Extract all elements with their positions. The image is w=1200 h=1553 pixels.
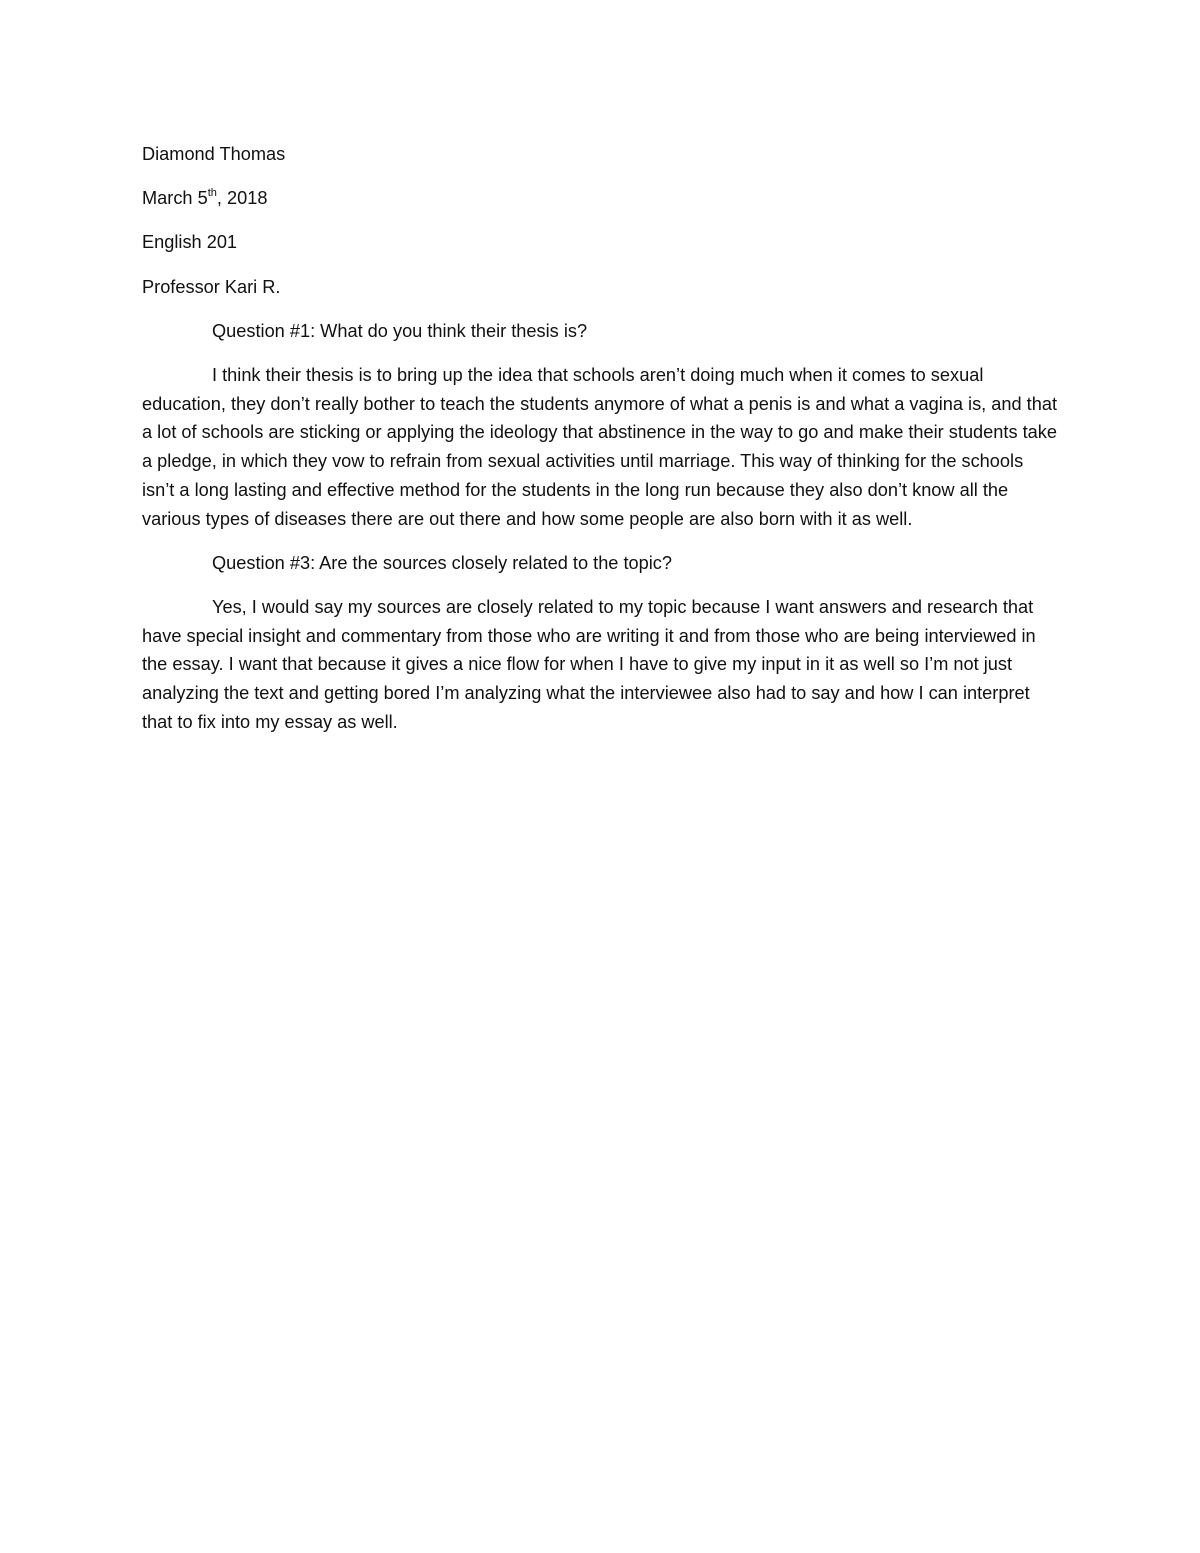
course-name: English 201	[142, 232, 238, 253]
answer-3: Yes, I would say my sources are closely related to my topic because I want answers and research that have special insight and commentary from those who are writing it and from those who are being interviewed in the essay. I want that because it gives a nice flow for when I have to give my input in it as well so I’m not just analyzing the text and getting bored I’m analyzing what the interviewee also had to say and how I can interpret that to fix into my essay as well.	[142, 596, 1036, 732]
document-date	[142, 184, 1057, 213]
professor-name: Professor Kari R.	[142, 276, 281, 297]
question-3: Question #3: Are the sources closely related to the topic?	[212, 552, 673, 573]
date-year: , 2018	[216, 188, 268, 209]
author-name: Diamond Thomas	[142, 144, 286, 164]
date-ordinal-suffix: th	[207, 187, 217, 200]
question-1: Question #1: What do you think their thesis is?	[212, 320, 588, 341]
date-month-day: March 5	[142, 188, 208, 209]
answer-1: I think their thesis is to bring up the idea that schools aren’t doing much when it comes to sexual education, they don’t really bother to teach the students anymore of what a penis is and what a vagina is, and that a lot of schools are sticking or applying the ideology that abstinence in the way to go and make their students take a pledge, in which they vow to refrain from sexual activities until marriage. This way of thinking for the schools isn’t a long lasting and effective method for the students in the long run because they also don’t know all the various types of diseases there are out there and how some people are also born with it as well.	[142, 365, 1058, 529]
document-body	[142, 140, 1057, 752]
